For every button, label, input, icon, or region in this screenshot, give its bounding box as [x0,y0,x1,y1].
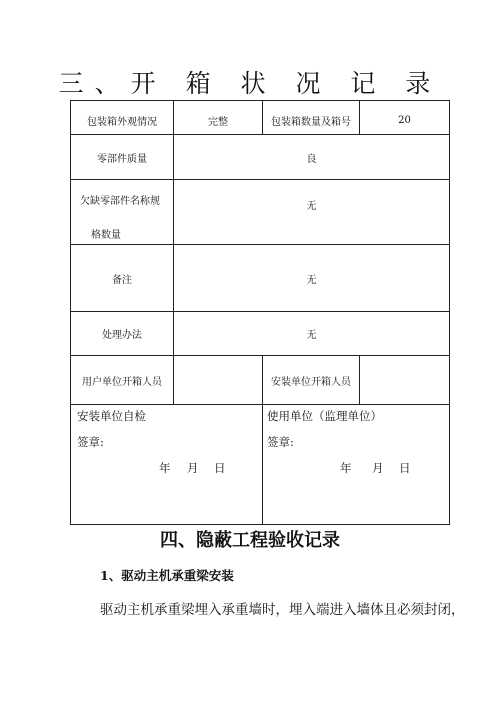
installer-date-day: 日 [214,461,226,475]
install-opener-value [360,356,449,404]
remarks-value: 无 [306,274,317,286]
user-unit-heading: 使用单位（监理单位） [267,409,382,423]
packaging-appearance-value: 完整 [208,117,228,128]
user-opener-value [174,356,262,404]
install-opener-label: 安装单位开箱人员 [271,376,351,388]
parts-quality-value: 良 [306,153,317,165]
packaging-count-value: 20 [398,115,411,126]
missing-parts-value: 无 [306,200,317,212]
page-title: 三、开 箱 状 况 记 录 [58,69,442,98]
remarks-label: 备注 [112,274,132,286]
subsection-heading: 1、驱动主机承重梁安装 [100,568,234,583]
row-divider [71,404,449,405]
parts-quality-label: 零部件质量 [97,153,147,165]
installer-date-year: 年 [159,461,171,475]
missing-parts-label-line2: 格数量 [91,230,121,241]
user-opener-label: 用户单位开箱人员 [82,376,162,388]
user-date-month: 月 [372,461,384,475]
unpacking-record-table [70,100,450,525]
handling-label: 处理办法 [102,330,142,341]
user-date-year: 年 [340,461,352,475]
installer-date-month: 月 [187,461,199,475]
user-date-day: 日 [399,461,411,475]
handling-value: 无 [306,330,317,341]
packaging-appearance-label: 包装箱外观情况 [87,117,157,128]
section-heading: 四、隐蔽工程验收记录 [160,530,340,551]
user-sign-label: 签章: [267,435,294,449]
installer-self-check-heading: 安装单位自检 [77,409,146,423]
packaging-count-label: 包装箱数量及箱号 [271,117,351,128]
body-paragraph: 驱动主机承重梁埋入承重墙时，埋入端进入墙体且必须封闭， [100,602,465,618]
installer-sign-label: 签章: [77,435,104,449]
missing-parts-label-line1: 欠缺零部件名称规 [80,196,160,207]
